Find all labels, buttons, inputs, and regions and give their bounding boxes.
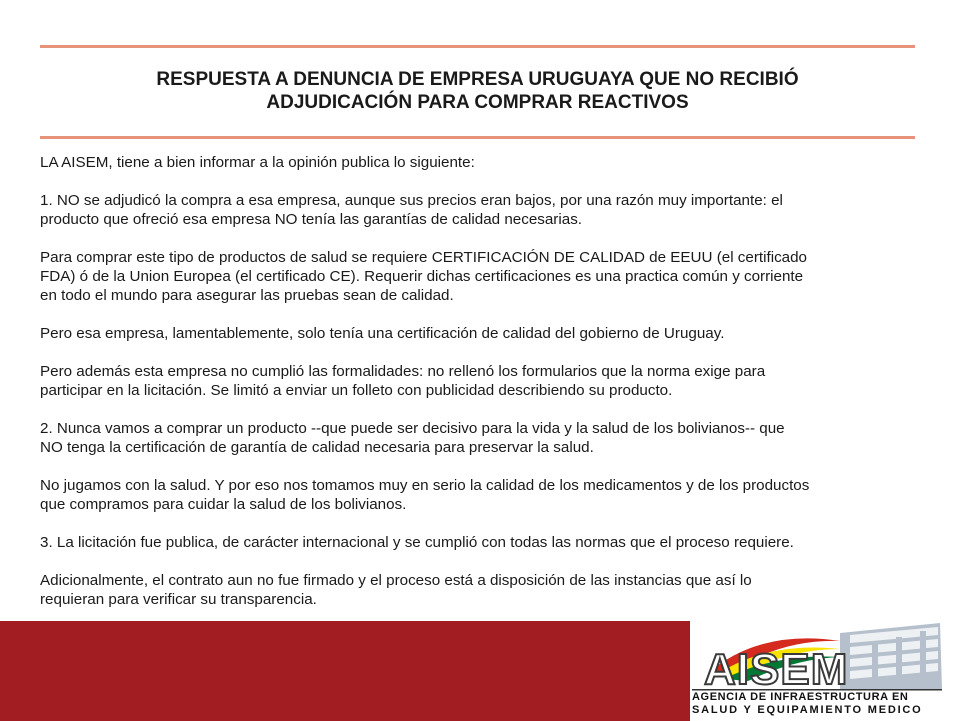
body-paragraph [40, 571, 920, 609]
title-line-1: RESPUESTA A DENUNCIA DE EMPRESA URUGUAYA QUE NO RECIBIÓ [156, 69, 799, 90]
paragraph-line: 2. Nunca vamos a comprar un producto --que puede ser decisivo para la vida y la salud de los bolivianos-- que [40, 420, 785, 437]
body-paragraph [40, 324, 920, 343]
title-divider [40, 136, 915, 139]
paragraph-line: producto que ofreció esa empresa NO tenía las garantías de calidad necesarias. [40, 211, 583, 228]
paragraph-line: en todo el mundo para asegurar las pruebas sean de calidad. [40, 287, 454, 304]
body-paragraph [40, 419, 920, 457]
body-paragraph [40, 153, 920, 172]
title-line-2: ADJUDICACIÓN PARA COMPRAR REACTIVOS [266, 92, 689, 113]
body-paragraph [40, 248, 920, 305]
logo-acronym: AISEM [704, 645, 849, 694]
body-paragraph [40, 533, 920, 552]
paragraph-line: que compramos para cuidar la salud de los bolivianos. [40, 496, 407, 513]
paragraph-line: Adicionalmente, el contrato aun no fue firmado y el proceso está a disposición de las instancias que así lo [40, 572, 752, 589]
paragraph-line: Pero además esta empresa no cumplió las formalidades: no rellenó los formularios que la norma exige para [40, 363, 766, 380]
paragraph-line: FDA) ó de la Union Europea (el certificado CE). Requerir dichas certificaciones es una practica común y corriente [40, 268, 804, 285]
paragraph-line: 3. La licitación fue publica, de carácter internacional y se cumplió con todas las normas que el proceso requiere. [40, 534, 794, 551]
paragraph-line: requieran para verificar su transparencia. [40, 591, 317, 608]
document-body [40, 153, 920, 628]
body-paragraph [40, 362, 920, 400]
logo-line-2: SALUD Y EQUIPAMIENTO MEDICO [692, 704, 923, 716]
document-title [40, 68, 915, 114]
paragraph-line: Para comprar este tipo de productos de salud se requiere CERTIFICACIÓN DE CALIDAD de EEUU (el certificado [40, 249, 808, 266]
top-divider [40, 45, 915, 48]
paragraph-line: 1. NO se adjudicó la compra a esa empresa, aunque sus precios eran bajos, por una razón muy importante: el [40, 192, 783, 209]
aisem-logo [690, 621, 960, 721]
body-paragraph [40, 191, 920, 229]
paragraph-line: No jugamos con la salud. Y por eso nos tomamos muy en serio la calidad de los medicamentos y de los productos [40, 477, 810, 494]
paragraph-line: NO tenga la certificación de garantía de calidad necesaria para preservar la salud. [40, 439, 594, 456]
paragraph-line: LA AISEM, tiene a bien informar a la opinión publica lo siguiente: [40, 154, 475, 171]
logo-line-1: AGENCIA DE INFRAESTRUCTURA EN [692, 691, 909, 703]
paragraph-line: Pero esa empresa, lamentablemente, solo tenía una certificación de calidad del gobierno de Uruguay. [40, 325, 725, 342]
paragraph-line: participar en la licitación. Se limitó a enviar un folleto con publicidad describiendo su producto. [40, 382, 673, 399]
body-paragraph [40, 476, 920, 514]
